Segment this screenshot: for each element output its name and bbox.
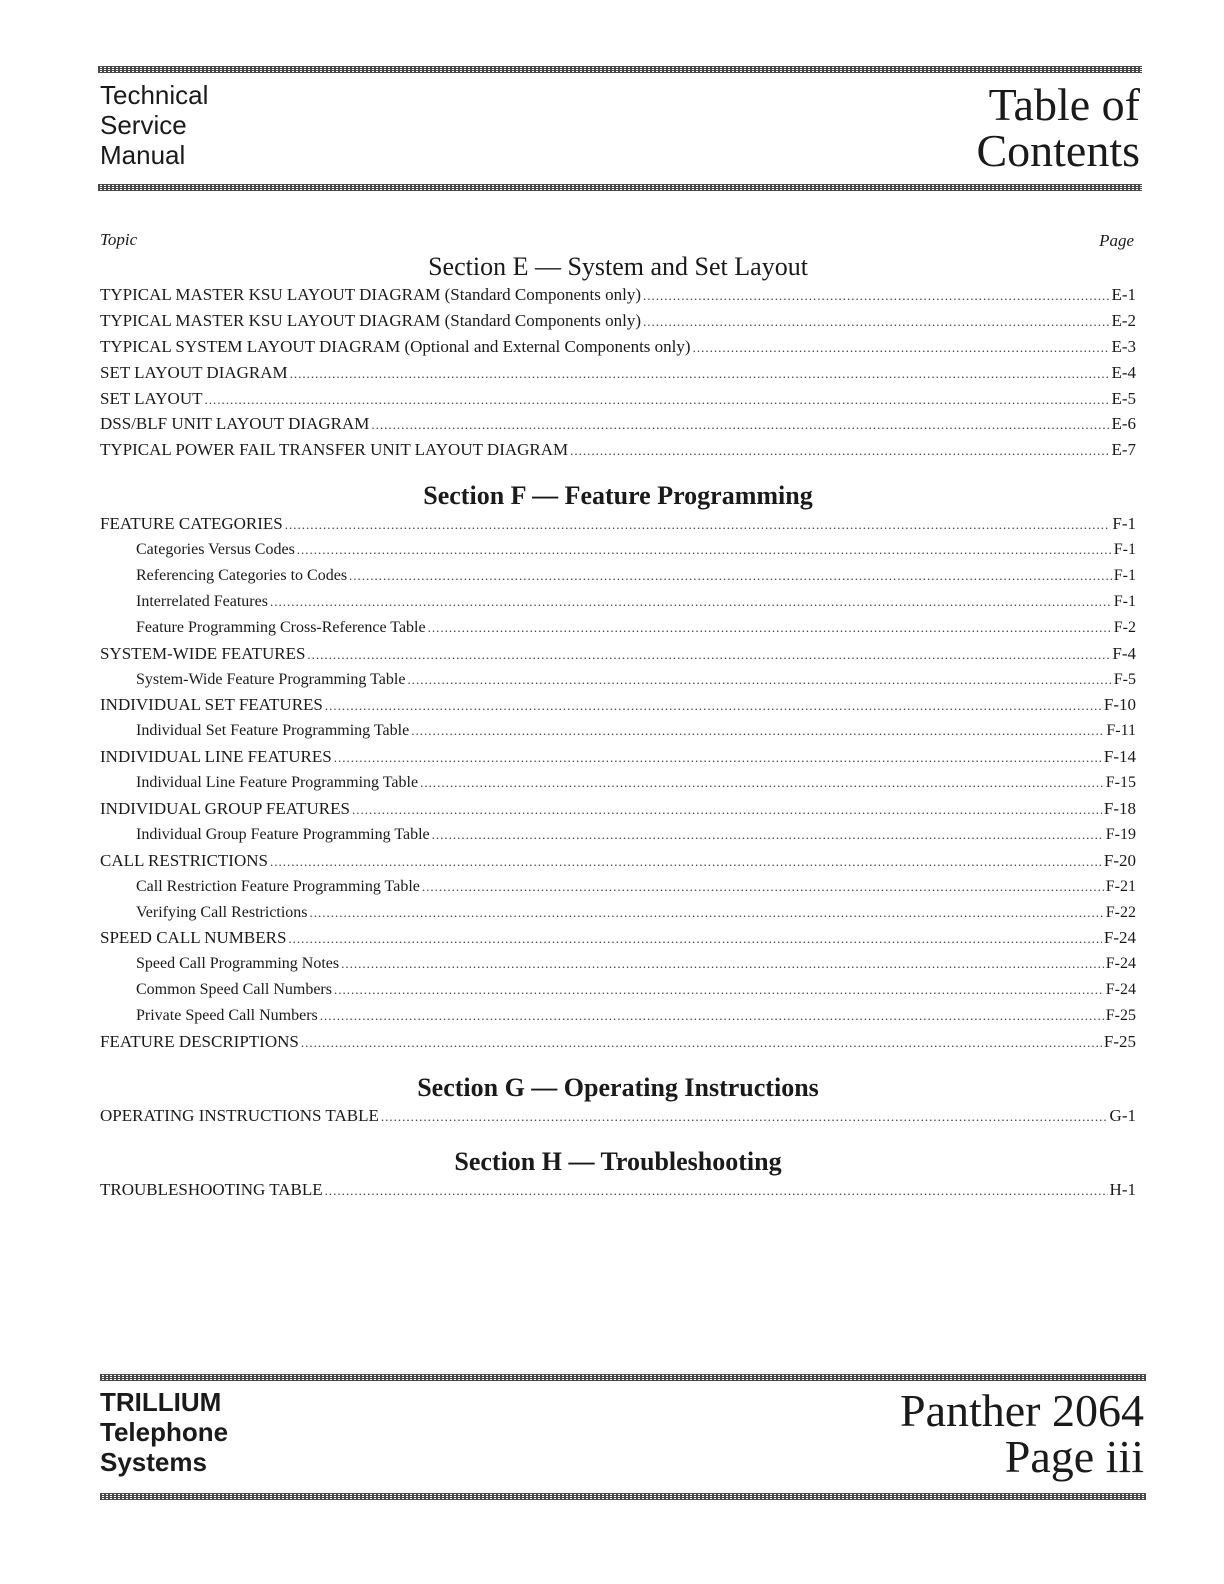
- toc-subentry[interactable]: [100, 718, 1136, 744]
- toc-subentry[interactable]: [100, 770, 1136, 796]
- toc-entry[interactable]: [100, 511, 1136, 537]
- toc-entry-page: G-1: [1109, 1105, 1136, 1125]
- dot-leader: [341, 951, 1104, 977]
- toc-entry-page: E-7: [1111, 440, 1136, 460]
- page-title-line-2: Contents: [976, 125, 1140, 176]
- toc-entry-title: TYPICAL SYSTEM LAYOUT DIAGRAM (Optional and External Components only): [100, 336, 691, 356]
- dot-leader: [270, 589, 1112, 615]
- toc-entry-title: Referencing Categories to Codes: [136, 567, 348, 585]
- toc-entry-title: SPEED CALL NUMBERS: [100, 928, 287, 948]
- toc-entry-title: CALL RESTRICTIONS: [100, 850, 268, 870]
- toc-entry-title: TROUBLESHOOTING TABLE: [100, 1179, 323, 1199]
- toc-entry-title: TYPICAL MASTER KSU LAYOUT DIAGRAM (Standard Components only): [100, 285, 642, 304]
- toc-entry-page: E-6: [1111, 414, 1136, 434]
- footer-top-rule: [100, 1374, 1146, 1381]
- toc-entry[interactable]: [100, 1177, 1136, 1203]
- toc-subentry[interactable]: [100, 951, 1136, 977]
- toc-entry-page: F-1: [1113, 592, 1136, 610]
- dot-leader: [204, 387, 1109, 413]
- toc-entry-title: OPERATING INSTRUCTIONS TABLE: [100, 1105, 379, 1125]
- toc-entry-title: Individual Group Feature Programming Table: [136, 825, 430, 843]
- dot-leader: [307, 642, 1110, 668]
- toc-entry-title: INDIVIDUAL GROUP FEATURES: [100, 799, 350, 819]
- toc-entry-title: Private Speed Call Numbers: [136, 1007, 318, 1025]
- toc-entry-page: F-4: [1112, 643, 1136, 663]
- page-title-line-1: Table of: [988, 79, 1140, 130]
- company-name: [100, 1387, 228, 1477]
- toc-entry-page: F-15: [1105, 774, 1136, 792]
- manual-type-line-1: Technical: [100, 80, 209, 110]
- page-column-header: Page: [1099, 231, 1134, 250]
- toc-entry-title: Common Speed Call Numbers: [136, 981, 332, 999]
- dot-leader: [432, 822, 1104, 848]
- toc-entry-page: F-1: [1113, 567, 1136, 585]
- toc-entry-page: F-14: [1103, 747, 1136, 767]
- toc-entry-title: Categories Versus Codes: [136, 541, 295, 559]
- dot-leader: [270, 849, 1102, 875]
- toc-entry[interactable]: [100, 641, 1136, 667]
- dot-leader: [407, 667, 1111, 693]
- toc-entry[interactable]: [100, 1103, 1136, 1129]
- toc-subentry[interactable]: [100, 589, 1136, 615]
- product-page-label: [899, 1385, 1144, 1482]
- page-title: [976, 79, 1140, 176]
- dot-leader: [420, 770, 1104, 796]
- dot-leader: [310, 900, 1104, 926]
- toc-subentry[interactable]: [100, 977, 1136, 1003]
- page-number: Page iii: [1004, 1431, 1144, 1482]
- toc-entry[interactable]: [100, 386, 1136, 412]
- dot-leader: [371, 412, 1109, 438]
- toc-entry-page: E-5: [1111, 388, 1136, 408]
- dot-leader: [288, 926, 1101, 952]
- toc-entry-title: Verifying Call Restrictions: [136, 903, 308, 921]
- toc-entry-title: FEATURE CATEGORIES: [100, 514, 283, 534]
- toc-subentry[interactable]: [100, 874, 1136, 900]
- toc-entry-page: F-24: [1105, 955, 1136, 973]
- toc-entry-page: F-1: [1112, 514, 1136, 534]
- toc-entry-title: DSS/BLF UNIT LAYOUT DIAGRAM: [100, 414, 370, 434]
- toc-entry-page: F-2: [1113, 618, 1136, 636]
- toc-entry-page: F-20: [1103, 850, 1136, 870]
- dot-leader: [301, 1030, 1102, 1056]
- toc-subentry[interactable]: [100, 1003, 1136, 1029]
- toc-entry-title: SET LAYOUT DIAGRAM: [100, 362, 288, 382]
- toc-entry-page: H-1: [1109, 1179, 1136, 1199]
- toc-entry[interactable]: [100, 692, 1136, 718]
- dot-leader: [643, 283, 1109, 309]
- toc-entry-title: SET LAYOUT: [100, 388, 203, 408]
- manual-type-label: [100, 80, 208, 170]
- section-heading: Section H — Troubleshooting: [454, 1146, 782, 1176]
- toc-entry-title: System-Wide Feature Programming Table: [136, 670, 406, 688]
- toc-entry-page: E-3: [1111, 336, 1136, 356]
- toc-entry[interactable]: [100, 848, 1136, 874]
- toc-entry-page: F-24: [1105, 981, 1136, 999]
- dot-leader: [334, 745, 1102, 771]
- section-heading: Section E — System and Set Layout: [428, 252, 808, 281]
- toc-entry[interactable]: [100, 796, 1136, 822]
- dot-leader: [381, 1104, 1108, 1130]
- dot-leader: [334, 977, 1104, 1003]
- dot-leader: [422, 874, 1104, 900]
- toc-entry-page: E-4: [1111, 362, 1136, 382]
- toc-entry-title: Speed Call Programming Notes: [136, 955, 340, 973]
- toc-entry-title: FEATURE DESCRIPTIONS: [100, 1032, 299, 1052]
- toc-entry-page: F-22: [1105, 903, 1136, 921]
- toc-entry-page: E-1: [1111, 285, 1136, 304]
- toc-entry-title: Interrelated Features: [136, 592, 268, 610]
- toc-entry-page: F-10: [1103, 695, 1136, 715]
- toc-entry-page: F-21: [1105, 877, 1136, 895]
- dot-leader: [297, 537, 1112, 563]
- toc-entry[interactable]: [100, 308, 1136, 334]
- toc-entry[interactable]: [100, 360, 1136, 386]
- manual-type-line-3: Manual: [100, 140, 186, 170]
- toc-entry-title: Call Restriction Feature Programming Table: [136, 877, 420, 895]
- toc-entry-title: Individual Set Feature Programming Table: [136, 722, 410, 740]
- toc-entry[interactable]: [100, 411, 1136, 437]
- dot-leader: [285, 512, 1111, 538]
- section-heading: Section F — Feature Programming: [423, 481, 813, 511]
- header-bottom-rule: [98, 184, 1142, 191]
- toc-entry-page: F-25: [1103, 1032, 1136, 1052]
- toc-subentry[interactable]: [100, 537, 1136, 563]
- toc-entry[interactable]: [100, 1029, 1136, 1055]
- toc-entry[interactable]: [100, 744, 1136, 770]
- dot-leader: [411, 718, 1104, 744]
- dot-leader: [693, 335, 1110, 361]
- footer-bottom-rule: [100, 1493, 1146, 1500]
- company-line-1: TRILLIUM: [100, 1387, 222, 1417]
- dot-leader: [643, 309, 1109, 335]
- toc-entry-page: F-18: [1103, 799, 1136, 819]
- toc-entry-page: F-11: [1106, 722, 1136, 740]
- toc-entry-page: F-1: [1113, 541, 1136, 559]
- dot-leader: [325, 693, 1102, 719]
- toc-entry-title: Feature Programming Cross-Reference Table: [136, 618, 426, 636]
- header-top-rule: [98, 66, 1142, 73]
- toc-entry-page: F-25: [1105, 1007, 1136, 1025]
- company-line-3: Systems: [100, 1447, 207, 1477]
- section-heading: Section G — Operating Instructions: [417, 1072, 819, 1102]
- toc-subentry[interactable]: [100, 822, 1136, 848]
- toc-subentry[interactable]: [100, 563, 1136, 589]
- table-of-contents: [100, 252, 1136, 1203]
- toc-entry[interactable]: [100, 925, 1136, 951]
- toc-entry-page: F-19: [1105, 825, 1136, 843]
- dot-leader: [352, 797, 1102, 823]
- topic-column-header: Topic: [100, 230, 138, 249]
- toc-entry-title: TYPICAL POWER FAIL TRANSFER UNIT LAYOUT DIAGRAM: [100, 440, 569, 460]
- toc-entry-title: Individual Line Feature Programming Table: [136, 774, 419, 792]
- toc-entry[interactable]: [100, 437, 1136, 463]
- dot-leader: [428, 615, 1112, 641]
- toc-entry[interactable]: [100, 334, 1136, 360]
- dot-leader: [320, 1003, 1104, 1029]
- toc-entry-page: E-2: [1111, 310, 1136, 330]
- dot-leader: [570, 438, 1109, 464]
- manual-type-line-2: Service: [100, 110, 187, 140]
- dot-leader: [349, 563, 1112, 589]
- toc-entry-title: TYPICAL MASTER KSU LAYOUT DIAGRAM (Standard Components only): [100, 310, 642, 330]
- company-line-2: Telephone: [100, 1417, 229, 1447]
- toc-entry-page: F-5: [1113, 670, 1136, 688]
- toc-entry-title: INDIVIDUAL SET FEATURES: [100, 695, 323, 715]
- dot-leader: [290, 361, 1110, 387]
- toc-entry[interactable]: [100, 282, 1136, 308]
- toc-entry-title: SYSTEM-WIDE FEATURES: [100, 643, 306, 663]
- dot-leader: [325, 1178, 1108, 1204]
- toc-subentry[interactable]: [100, 615, 1136, 641]
- toc-entry-title: INDIVIDUAL LINE FEATURES: [100, 747, 332, 767]
- product-name: Panther 2064: [899, 1385, 1144, 1436]
- toc-subentry[interactable]: [100, 667, 1136, 693]
- toc-subentry[interactable]: [100, 900, 1136, 926]
- toc-entry-page: F-24: [1103, 928, 1136, 948]
